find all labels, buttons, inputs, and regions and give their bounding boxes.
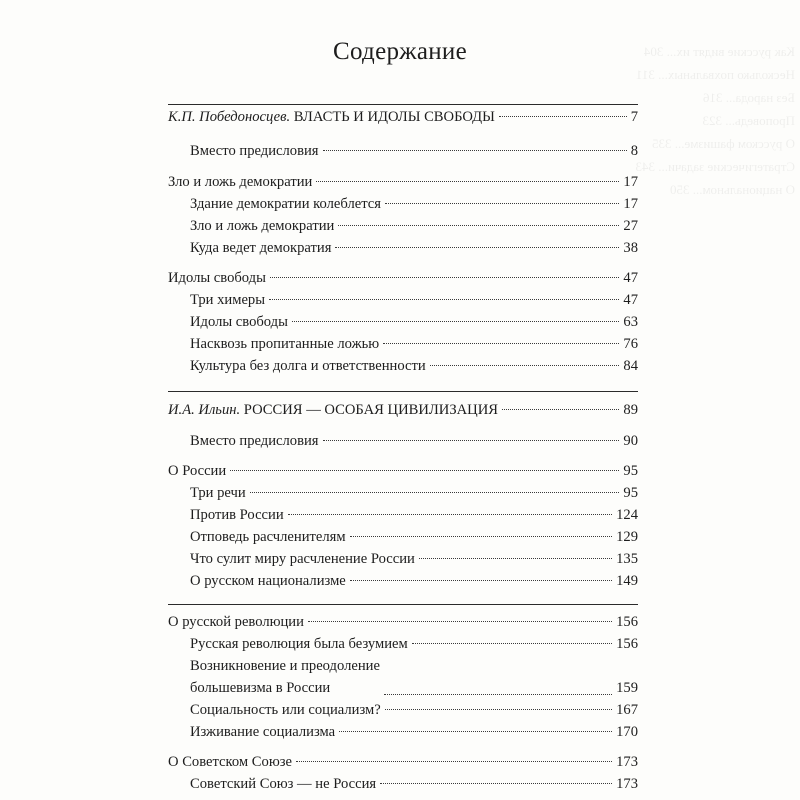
toc-page-number: 17 [623,174,638,190]
toc-title: Три химеры [190,292,266,308]
toc-title: Идолы свободы [190,314,288,330]
toc-entry[interactable] [168,237,638,259]
toc-author: К.П. Победоносцев. [168,109,291,125]
toc-entry[interactable] [168,633,638,655]
toc-title: О Советском Союзе [168,754,292,770]
toc-page-number: 149 [616,573,638,589]
leader-dots [350,536,613,537]
toc-title: Здание демократии колеблется [190,196,381,212]
bleed-line: Без народа... 316 [702,90,795,105]
section-divider [168,391,638,392]
leader-dots [384,694,612,695]
toc-page-number: 173 [616,776,638,792]
bleed-line: Несколько похвальных... 311 [635,67,795,82]
toc-entry[interactable] [168,289,638,311]
toc-page-number: 90 [623,433,638,449]
toc-page-number: 7 [630,109,638,125]
leader-dots [250,492,620,493]
toc-chapter[interactable] [168,171,638,193]
toc-page-number: 76 [623,336,638,352]
toc-title: Идолы свободы [168,270,266,286]
toc-entry[interactable] [168,526,638,548]
toc-author: И.А. Ильин. [168,402,241,418]
toc-entry[interactable] [168,504,638,526]
toc-title: Зло и ложь демократии [190,218,335,234]
leader-dots [323,150,627,151]
toc-entry[interactable] [168,721,638,743]
toc-page-number: 27 [623,218,638,234]
toc-entry[interactable] [168,430,638,452]
leader-dots [292,321,620,322]
toc-title: Социальность или социализм? [190,702,381,718]
toc-title: Что сулит миру расчленение России [190,551,415,567]
toc-title: Русская революция была безумием [190,636,408,652]
toc-title: Против России [190,507,284,523]
leader-dots [296,761,612,762]
toc-title: Зло и ложь демократии [168,174,313,190]
toc-title: Вместо предисловия [190,143,319,159]
leader-dots [339,731,612,732]
toc-entry[interactable] [168,773,638,795]
toc-entry[interactable] [168,699,638,721]
toc-title: Три речи [190,485,246,501]
toc-page-number: 167 [616,702,638,718]
toc-page-number: 159 [616,680,638,696]
toc-title: О России [168,463,227,479]
toc-title-line: большевизма в России [190,680,331,696]
toc-entry[interactable] [168,548,638,570]
toc-title: О русской революции [168,614,304,630]
toc-title: О русском национализме [190,573,346,589]
leader-dots [419,558,612,559]
toc-page-number: 47 [623,270,638,286]
toc-title: Культура без долга и ответственности [190,358,426,374]
toc-title: Изживание социализма [190,724,336,740]
toc-page-number: 124 [616,507,638,523]
toc-title-line: Возникновение и преодоление [190,658,380,674]
toc-title: Советский Союз — не Россия [190,776,377,792]
leader-dots [412,643,612,644]
section-divider [168,604,638,605]
toc-entry[interactable] [168,333,638,355]
toc-page-number: 17 [623,196,638,212]
leader-dots [385,203,619,204]
toc-entry[interactable] [168,311,638,333]
leader-dots [350,580,612,581]
leader-dots [270,277,620,278]
toc-chapter[interactable] [168,267,638,289]
toc-entry[interactable] [168,140,638,162]
toc-chapter[interactable] [168,611,638,633]
toc-chapter[interactable] [168,751,638,773]
toc-page-number: 95 [623,463,638,479]
toc-page-number: 84 [623,358,638,374]
toc-title: Вместо предисловия [190,433,319,449]
leader-dots [499,116,627,117]
toc-entry[interactable] [168,355,638,377]
toc-chapter[interactable] [168,460,638,482]
toc-title: Куда ведет демократия [190,240,332,256]
toc-page-number: 95 [623,485,638,501]
toc-page-number: 135 [616,551,638,567]
toc-page-number: 8 [630,143,638,159]
toc-title: Насквозь пропитанные ложью [190,336,380,352]
toc-page-number: 129 [616,529,638,545]
bleed-line: О русском фашизме... 335 [652,136,795,151]
section-divider [168,104,638,105]
toc-page-number: 38 [623,240,638,256]
toc-part-heading[interactable] [168,106,638,128]
toc-page-number: 47 [623,292,638,308]
toc-part-heading[interactable] [168,399,638,421]
bleed-line: Как русские видят их... 304 [643,44,795,59]
toc-page-number: 173 [616,754,638,770]
toc-title: ВЛАСТЬ И ИДОЛЫ СВОБОДЫ [290,109,495,125]
leader-dots [383,343,619,344]
toc-page-number: 156 [616,614,638,630]
bleed-line: О национальном... 350 [670,182,795,197]
leader-dots [316,181,619,182]
bleed-line: Стратегические задачи... 343 [635,159,795,174]
leader-dots [380,783,612,784]
toc-page-number: 63 [623,314,638,330]
toc-entry[interactable] [168,193,638,215]
leader-dots [230,470,619,471]
leader-dots [502,409,619,410]
leader-dots [269,299,619,300]
leader-dots [385,709,612,710]
leader-dots [308,621,612,622]
toc-entry[interactable] [168,215,638,237]
leader-dots [335,247,619,248]
toc-page-number: 89 [623,402,638,418]
leader-dots [338,225,619,226]
toc-title: Отповедь расчленителям [190,529,346,545]
leader-dots [323,440,620,441]
bleed-line: Проповедь... 323 [702,113,795,128]
toc-entry[interactable] [168,655,638,699]
toc-title: РОССИЯ — ОСОБАЯ ЦИВИЛИЗАЦИЯ [240,402,498,418]
toc-page-number: 156 [616,636,638,652]
leader-dots [430,365,620,366]
toc-entry[interactable] [168,482,638,504]
leader-dots [288,514,612,515]
toc-entry[interactable] [168,570,638,592]
page-title: Содержание [333,38,467,65]
toc-page-number: 170 [616,724,638,740]
